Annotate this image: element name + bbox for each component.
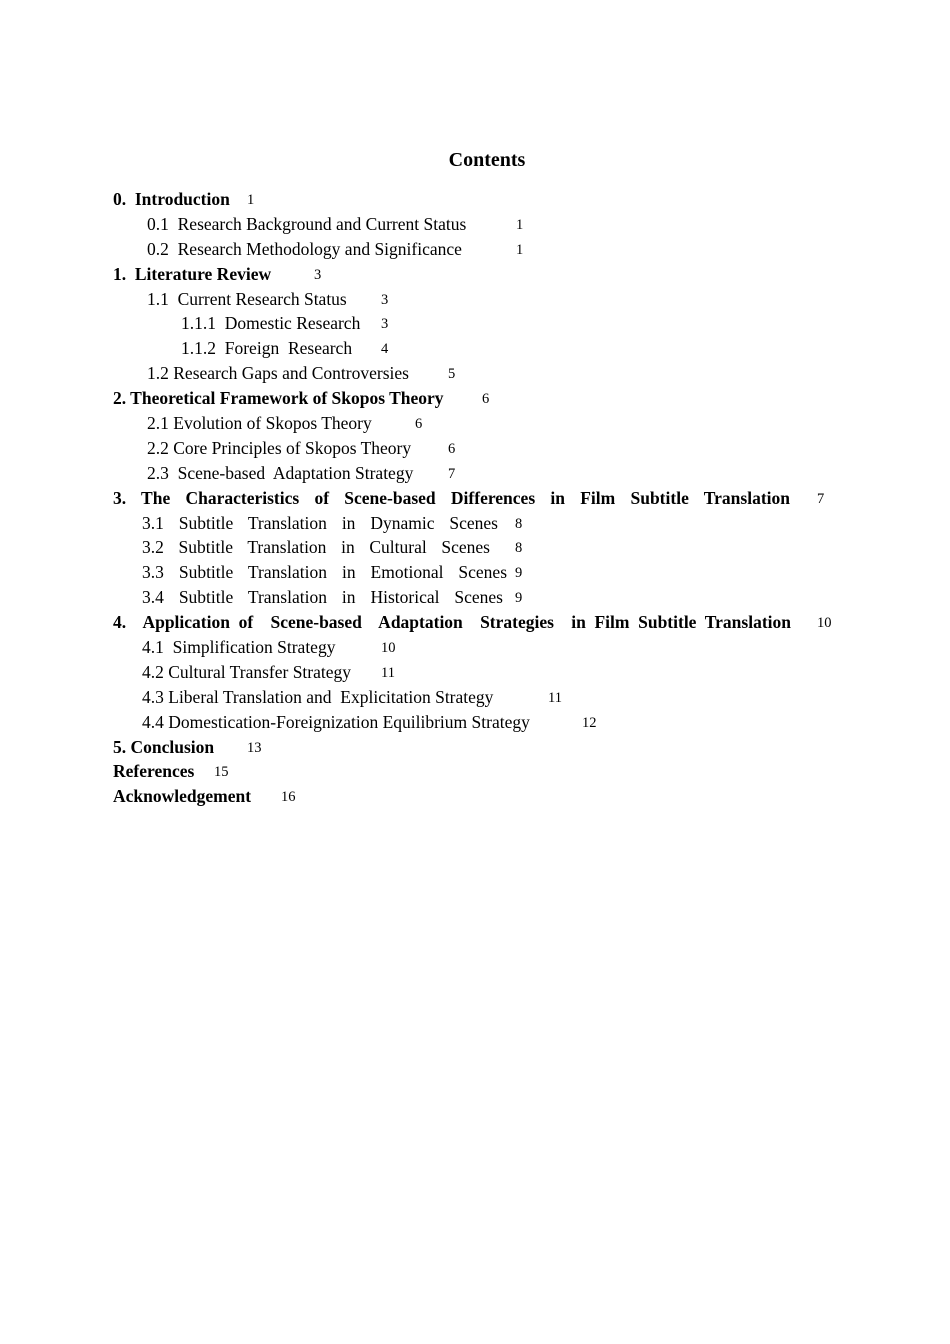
toc-entry-label: 1.1.2 Foreign Research (181, 338, 353, 359)
toc-entry-label: 0.2 Research Methodology and Significance (147, 238, 462, 259)
toc-entry-label: 3.3 Subtitle Translation in Emotional Scenes (142, 562, 507, 583)
toc-entry-page: 9 (515, 590, 523, 607)
toc-entry-label: 3.2 Subtitle Translation in Cultural Scenes (142, 537, 490, 558)
toc-entry-literature-review[interactable] (0, 262, 950, 287)
toc-entry-label: 0.1 Research Background and Current Status (147, 213, 467, 234)
toc-entry-page: 9 (515, 565, 523, 582)
toc-entry-page: 6 (482, 391, 490, 408)
toc-entry-page: 3 (381, 316, 389, 333)
toc-entry-label: 2.3 Scene-based Adaptation Strategy (147, 462, 414, 483)
toc-entry-research-background[interactable] (0, 212, 950, 237)
toc-entry-conclusion[interactable] (0, 735, 950, 760)
toc-entry-label: 2.1 Evolution of Skopos Theory (147, 413, 372, 434)
toc-entry-label: 4.3 Liberal Translation and Explicitation Strategy (142, 686, 494, 707)
toc-entry-liberal-translation[interactable] (0, 685, 950, 710)
toc-entry-label: 5. Conclusion (113, 736, 215, 757)
toc-entry-label: 2.2 Core Principles of Skopos Theory (147, 437, 412, 458)
toc-entry-label: 4.4 Domestication-Foreignization Equilibrium Strategy (142, 711, 530, 732)
toc-entry-page: 3 (381, 291, 389, 308)
toc-entry-page: 8 (515, 540, 523, 557)
toc-entry-label: 3.1 Subtitle Translation in Dynamic Scenes (142, 512, 498, 533)
toc-entry-research-methodology[interactable] (0, 237, 950, 262)
toc-entry-dynamic-scenes[interactable] (0, 511, 950, 536)
toc-entry-characteristics[interactable] (0, 486, 950, 511)
toc-entry-domestic-research[interactable] (0, 311, 950, 336)
table-of-contents (0, 187, 950, 809)
toc-entry-research-gaps[interactable] (0, 361, 950, 386)
toc-entry-page: 3 (314, 266, 322, 283)
toc-entry-page: 8 (515, 515, 523, 532)
toc-entry-historical-scenes[interactable] (0, 585, 950, 610)
toc-entry-page: 7 (448, 465, 456, 482)
toc-entry-label: 4.1 Simplification Strategy (142, 637, 336, 658)
toc-entry-scene-adaptation-strategy[interactable] (0, 461, 950, 486)
toc-entry-page: 11 (381, 664, 395, 681)
toc-entry-references[interactable] (0, 759, 950, 784)
toc-entry-cultural-transfer[interactable] (0, 660, 950, 685)
toc-title: Contents (448, 149, 526, 171)
toc-entry-label: 4.2 Cultural Transfer Strategy (142, 661, 352, 682)
toc-entry-label: 1. Literature Review (113, 263, 272, 284)
toc-entry-page: 1 (516, 241, 524, 258)
toc-entry-domestication-foreignization[interactable] (0, 710, 950, 735)
toc-entry-evolution-skopos[interactable] (0, 411, 950, 436)
toc-entry-label: 4. Application of Scene-based Adaptation Strategies in Film Subtitle Translation (113, 612, 791, 633)
toc-entry-page: 12 (582, 714, 597, 731)
toc-entry-page: 10 (381, 640, 396, 657)
toc-entry-label: 1.1.1 Domestic Research (181, 313, 361, 334)
toc-entry-page: 13 (247, 739, 262, 756)
toc-entry-page: 10 (817, 615, 832, 632)
toc-entry-theoretical-framework[interactable] (0, 386, 950, 411)
toc-entry-page: 15 (214, 764, 229, 781)
toc-entry-page: 5 (448, 366, 456, 383)
toc-entry-page: 4 (381, 341, 389, 358)
toc-entry-acknowledgement[interactable] (0, 784, 950, 809)
toc-entry-cultural-scenes[interactable] (0, 535, 950, 560)
toc-entry-introduction[interactable] (0, 187, 950, 212)
toc-entry-label: References (113, 761, 195, 782)
toc-entry-page: 1 (516, 216, 524, 233)
toc-entry-label: Acknowledgement (113, 786, 252, 807)
toc-entry-core-principles[interactable] (0, 436, 950, 461)
toc-entry-page: 16 (281, 789, 296, 806)
toc-entry-label: 3. The Characteristics of Scene-based Differences in Film Subtitle Translation (113, 487, 790, 508)
toc-entry-emotional-scenes[interactable] (0, 560, 950, 585)
toc-entry-page: 6 (448, 440, 456, 457)
toc-entry-current-research-status[interactable] (0, 287, 950, 312)
toc-entry-foreign-research[interactable] (0, 336, 950, 361)
toc-entry-page: 6 (415, 416, 423, 433)
toc-entry-application-strategies[interactable] (0, 610, 950, 635)
toc-entry-label: 3.4 Subtitle Translation in Historical Scenes (142, 587, 503, 608)
toc-entry-label: 2. Theoretical Framework of Skopos Theory (113, 388, 444, 409)
toc-entry-label: 0. Introduction (113, 189, 230, 209)
toc-entry-label: 1.1 Current Research Status (147, 288, 347, 309)
toc-entry-page: 11 (548, 689, 562, 706)
toc-entry-simplification-strategy[interactable] (0, 635, 950, 660)
toc-entry-label: 1.2 Research Gaps and Controversies (147, 363, 409, 384)
toc-entry-page: 7 (817, 490, 825, 507)
toc-entry-page: 1 (247, 192, 255, 208)
